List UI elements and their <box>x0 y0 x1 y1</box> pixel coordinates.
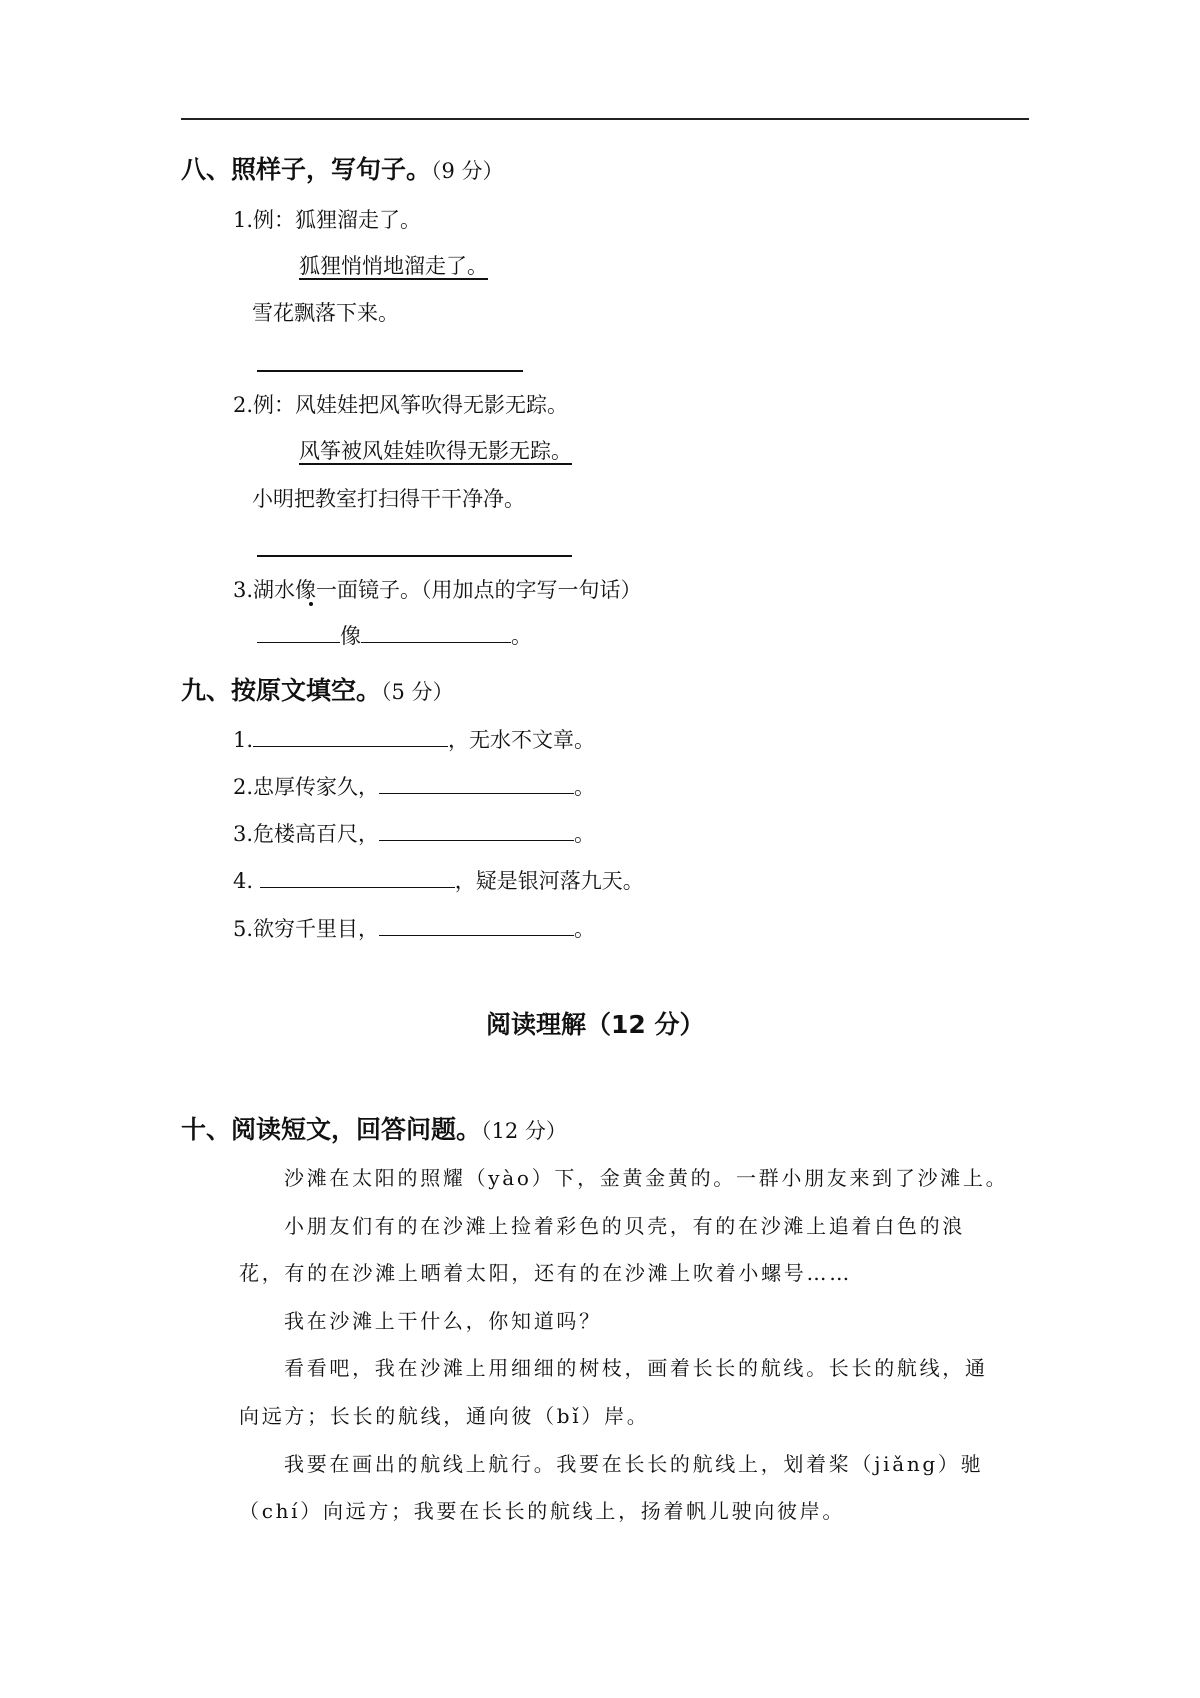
q3-fill-middle: 像 <box>340 624 361 648</box>
fill-item-2-before: 2.忠厚传家久， <box>233 775 380 799</box>
top-rule <box>181 118 1029 120</box>
fill-item-3 <box>233 818 595 848</box>
reading-title: 阅读理解（12 分） <box>486 1010 705 1039</box>
fill-item-2-after: 。 <box>574 775 596 799</box>
fill-item-3-after: 。 <box>574 822 596 846</box>
fill-item-1 <box>233 724 595 754</box>
passage-line: （chí）向远方；我要在长长的航线上，扬着帆儿驶向彼岸。 <box>239 1499 846 1523</box>
q2-prompt: 小明把教室打扫得干干净净。 <box>252 487 525 511</box>
passage-line: 我要在画出的航线上航行。我要在长长的航线上，划着桨（jiǎng）驰 <box>284 1452 984 1476</box>
q1-example: 1.例：狐狸溜走了。 <box>233 208 422 232</box>
passage-line: 向远方；长长的航线，通向彼（bǐ）岸。 <box>239 1404 650 1428</box>
q1-example-answer: 狐狸悄悄地溜走了。 <box>299 254 488 278</box>
section8-title: 八、照样子，写句子。 <box>181 155 432 184</box>
emphasis-dot <box>309 602 313 606</box>
passage-line: 花，有的在沙滩上晒着太阳，还有的在沙滩上吹着小螺号…… <box>239 1261 852 1285</box>
q3-fill-end: 。 <box>511 624 532 648</box>
fill-item-1-before: 1. <box>233 728 254 752</box>
q2-answer-line[interactable] <box>257 555 572 557</box>
fill-item-5-before: 5.欲穷千里目， <box>233 917 380 941</box>
fill-item-1-blank[interactable] <box>253 726 448 747</box>
fill-item-5 <box>233 913 595 943</box>
q3-prompt: 3.湖水像一面镜子。（用加点的字写一句话） <box>233 578 642 602</box>
passage-line: 沙滩在太阳的照耀（yào）下，金黄金黄的。一群小朋友来到了沙滩上。 <box>284 1166 1009 1190</box>
fill-item-4-after: ，疑是银河落九天。 <box>454 869 644 893</box>
fill-item-4 <box>233 865 644 895</box>
section10-title: 十、阅读短文，回答问题。 <box>181 1115 482 1144</box>
fill-item-5-after: 。 <box>574 917 596 941</box>
q1-prompt: 雪花飘落下来。 <box>252 301 399 325</box>
passage-line: 小朋友们有的在沙滩上捡着彩色的贝壳，有的在沙滩上追着白色的浪 <box>284 1214 965 1238</box>
fill-item-4-blank[interactable] <box>260 867 455 888</box>
section9-heading <box>181 671 454 707</box>
section9-points: （5 分） <box>381 680 454 704</box>
section10-points: （12 分） <box>481 1119 567 1143</box>
q3-blank-1[interactable] <box>257 622 340 643</box>
q2-example: 2.例：风娃娃把风筝吹得无影无踪。 <box>233 393 569 417</box>
section8-heading <box>181 150 504 186</box>
fill-item-1-after: ，无水不文章。 <box>448 728 596 752</box>
fill-item-2 <box>233 771 595 801</box>
section9-title: 九、按原文填空。 <box>181 676 382 705</box>
fill-item-3-blank[interactable] <box>379 820 574 841</box>
fill-item-3-before: 3.危楼高百尺， <box>233 822 380 846</box>
q2-example-answer: 风筝被风娃娃吹得无影无踪。 <box>299 439 572 463</box>
q1-answer-line[interactable] <box>257 370 523 372</box>
q3-fill <box>257 620 532 650</box>
section10-heading <box>181 1110 567 1146</box>
q3-blank-2[interactable] <box>361 622 511 643</box>
fill-item-2-blank[interactable] <box>379 773 574 794</box>
section8-points: （9 分） <box>431 159 504 183</box>
fill-item-5-blank[interactable] <box>379 915 574 936</box>
passage-line: 看看吧，我在沙滩上用细细的树枝，画着长长的航线。长长的航线，通 <box>284 1356 988 1380</box>
fill-item-4-before: 4. <box>233 869 260 893</box>
passage-line: 我在沙滩上干什么，你知道吗？ <box>284 1309 602 1333</box>
